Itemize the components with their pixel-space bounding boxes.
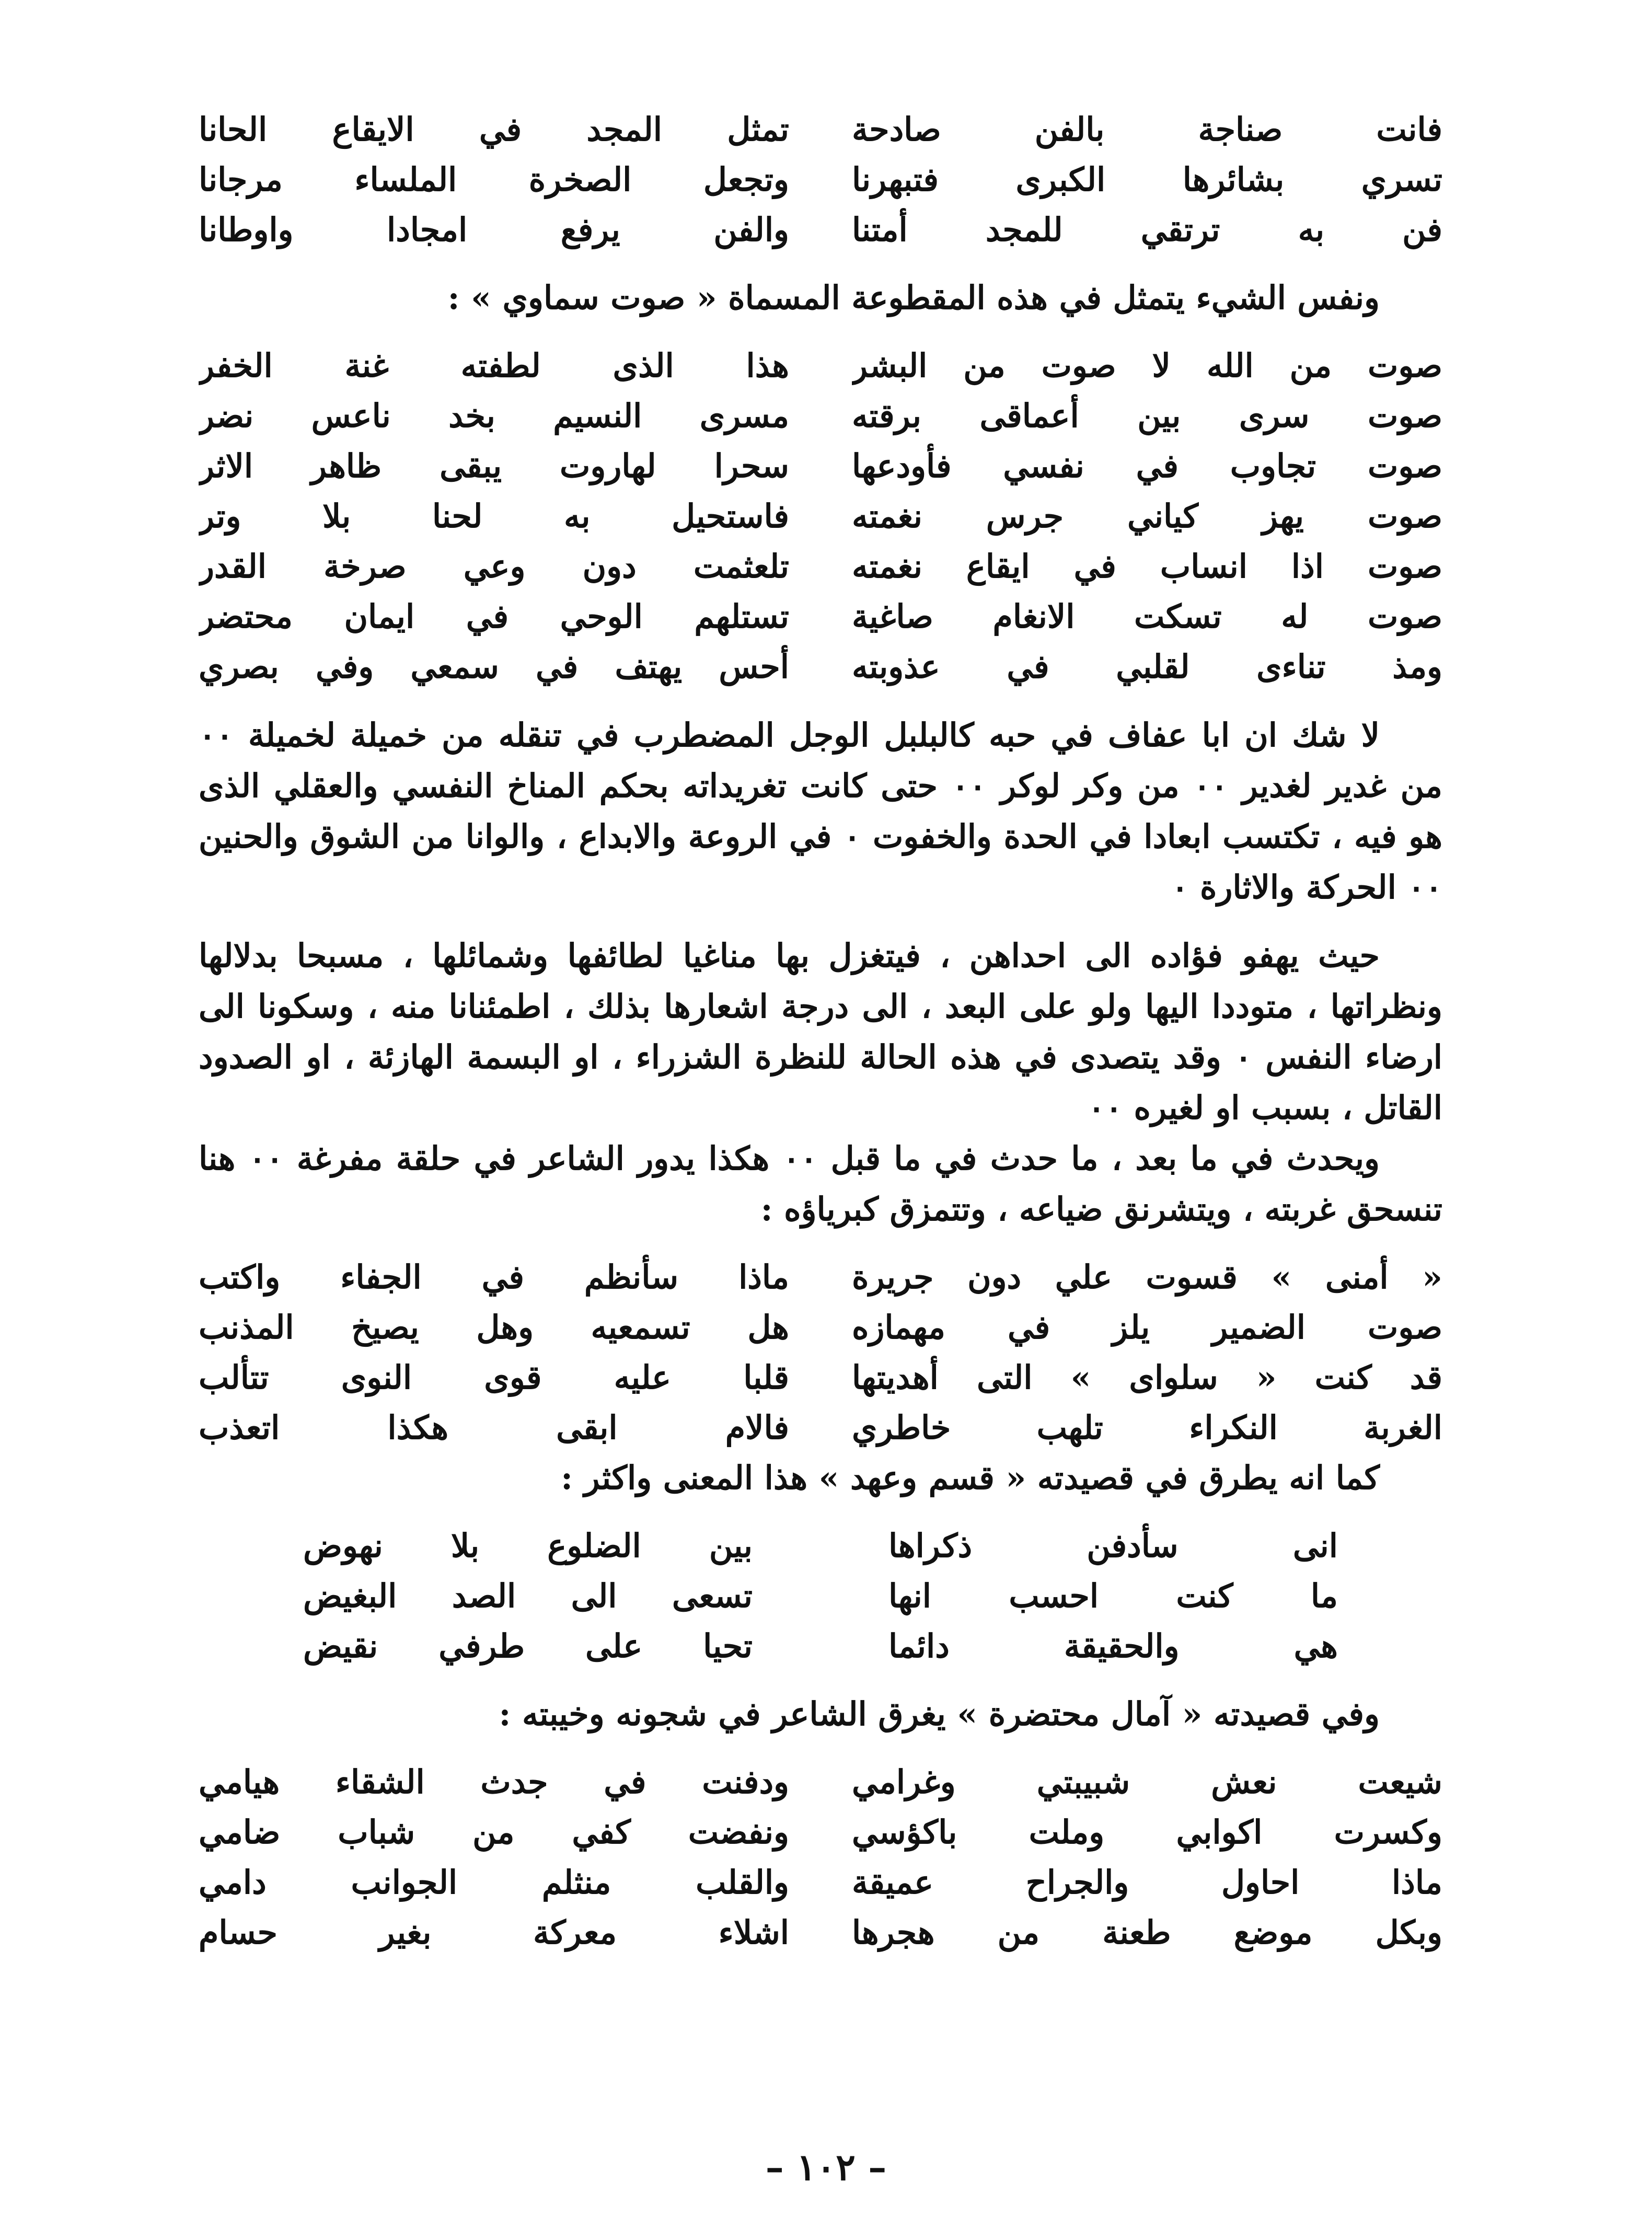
page-number: – ١٠٢ – (765, 2145, 887, 2189)
verse-right-hemistich: انى سأدفن ذكراها (888, 1527, 1338, 1565)
verse-right-hemistich: صوت اذا انساب في ايقاع نغمته (852, 547, 1442, 585)
poem-amna (199, 1252, 1442, 1453)
verse-left-hemistich: تستلهم الوحي في ايمان محتضر (199, 597, 789, 636)
verse-left-hemistich: والفن يرفع امجادا واوطانا (199, 211, 789, 249)
verse-line (199, 391, 1442, 441)
verse-right-hemistich: فن به ترتقي للمجد أمتنا (852, 211, 1442, 249)
verse-line (199, 1908, 1442, 1958)
verse-right-hemistich: صوت تجاوب في نفسي فأودعها (852, 447, 1442, 485)
verse-left-hemistich: ماذا سأنظم في الجفاء واكتب (199, 1258, 789, 1296)
verse-line (199, 1757, 1442, 1807)
verse-right-hemistich: الغربة النكراء تلهب خاطري (852, 1408, 1442, 1447)
intro-sawt-samawi: ونفس الشيء يتمثل في هذه المقطوعة المسماة « صوت سماوي » : (447, 279, 1380, 317)
verse-left-hemistich: تحيا على طرفي نقيض (303, 1627, 753, 1665)
verse-left-hemistich: هل تسمعيه وهل يصيخ المذنب (199, 1308, 789, 1346)
verse-line (199, 341, 1442, 391)
paragraph-halaqa: ويحدث في ما بعد ، ما حدث في ما قبل ٠٠ هكذا يدور الشاعر في حلقة مفرغة ٠٠ هنا تنسحق غربته ، ويتشرنق ضياعه ، وتتمزق كبرياؤه : (199, 1139, 1442, 1228)
verse-left-hemistich: أحس يهتف في سمعي وفي بصري (199, 648, 789, 686)
verse-line (199, 155, 1442, 205)
verse-line (199, 105, 1442, 155)
verse-line (199, 441, 1442, 491)
verse-left-hemistich: ونفضت كفي من شباب ضامي (199, 1813, 789, 1851)
page-body (199, 105, 1442, 1958)
intro-qasam-wa-ahd: كما انه يطرق في قصيدته « قسم وعهد » هذا المعنى واكثر : (561, 1459, 1380, 1497)
intro-amal-muhtadara: وفي قصيدته « آمال محتضرة » يغرق الشاعر في شجونه وخيبته : (499, 1695, 1380, 1733)
poem-qasam-wa-ahd (199, 1521, 1442, 1671)
verse-line (199, 1302, 1442, 1353)
verse-right-hemistich: ماذا احاول والجراح عميقة (852, 1863, 1442, 1901)
verse-left-hemistich: فاستحيل به لحنا بلا وتر (199, 497, 789, 535)
verse-right-hemistich: تسري بشائرها الكبرى فتبهرنا (852, 160, 1442, 199)
verse-left-hemistich: بين الضلوع بلا نهوض (303, 1527, 753, 1565)
verse-line (199, 1521, 1442, 1571)
verse-line (199, 642, 1442, 692)
poem-amal-muhtadara (199, 1757, 1442, 1958)
verse-left-hemistich: وتجعل الصخرة الملساء مرجانا (199, 160, 789, 199)
verse-line (199, 1252, 1442, 1302)
verse-left-hemistich: تسعى الى الصد البغيض (303, 1577, 753, 1615)
verse-right-hemistich: صوت سرى بين أعماقى برقته (852, 397, 1442, 435)
verse-right-hemistich: صوت له تسكت الانغام صاغية (852, 597, 1442, 636)
verse-line (199, 1403, 1442, 1453)
verse-right-hemistich: وبكل موضع طعنة من هجرها (852, 1913, 1442, 1952)
verse-right-hemistich: شيعت نعش شبيبتي وغرامي (852, 1763, 1442, 1801)
verse-line (199, 491, 1442, 541)
verse-right-hemistich: صوت يهز كياني جرس نغمته (852, 497, 1442, 535)
verse-right-hemistich: وكسرت اكوابي وملت باكؤسي (852, 1813, 1442, 1851)
verse-left-hemistich: ودفنت في جدث الشقاء هيامي (199, 1763, 789, 1801)
verse-line (199, 541, 1442, 592)
verse-right-hemistich: صوت الضمير يلز في مهمازه (852, 1308, 1442, 1346)
verse-right-hemistich: ومذ تناءى لقلبي في عذوبته (852, 648, 1442, 686)
verse-line (199, 592, 1442, 642)
verse-left-hemistich: اشلاء معركة بغير حسام (199, 1913, 789, 1952)
verse-right-hemistich: قد كنت « سلواى » التى أهديتها (852, 1358, 1442, 1396)
poem-sawt-samawi (199, 341, 1442, 692)
paragraph-bulbul: لا شك ان ابا عفاف في حبه كالبلبل الوجل المضطرب في تنقله من خميلة لخميلة ٠٠ من غدير لغدير ٠٠ من وكر لوكر ٠٠ حتى كانت تغريداته بحكم المناخ النفسي والعقلي الذى هو فيه ، تكتسب ابعادا في الحدة والخفوت ٠ في الروعة والابداع ، والوانا من الشوق والحنين ٠٠ الحركة والاثارة ٠ (199, 716, 1442, 906)
verse-left-hemistich: هذا الذى لطفته غنة الخفر (199, 347, 789, 385)
verse-left-hemistich: والقلب منثلم الجوانب دامي (199, 1863, 789, 1901)
paragraph-fuad: حيث يهفو فؤاده الى احداهن ، فيتغزل بها مناغيا لطائفها وشمائلها ، مسبحا بدلالها ونظراتها ، متوددا اليها ولو على البعد ، الى درجة اشعارها بذلك ، اطمئنانا منه ، وسكونا الى ارضاء النفس ٠ وقد يتصدى في هذه الحالة للنظرة الشزراء ، او البسمة الهازئة ، او الصدود القاتل ، بسبب او لغيره ٠٠ (199, 937, 1442, 1127)
verse-left-hemistich: قلبا عليه قوى النوى تتألب (199, 1358, 789, 1396)
verse-line (199, 1857, 1442, 1908)
poem-saddah (199, 105, 1442, 255)
verse-right-hemistich: « أمنى » قسوت علي دون جريرة (852, 1258, 1442, 1296)
verse-right-hemistich: فانت صناجة بالفن صادحة (852, 110, 1442, 148)
verse-left-hemistich: فالام ابقى هكذا اتعذب (199, 1408, 789, 1447)
verse-left-hemistich: سحرا لهاروت يبقى ظاهر الاثر (199, 447, 789, 485)
verse-line (199, 1353, 1442, 1403)
verse-line (199, 1621, 1442, 1671)
verse-line (199, 1807, 1442, 1857)
verse-right-hemistich: صوت من الله لا صوت من البشر (852, 347, 1442, 385)
verse-left-hemistich: تلعثمت دون وعي صرخة القدر (199, 547, 789, 585)
verse-left-hemistich: مسرى النسيم بخد ناعس نضر (199, 397, 789, 435)
verse-left-hemistich: تمثل المجد في الايقاع الحانا (199, 110, 789, 148)
verse-line (199, 1571, 1442, 1621)
verse-line (199, 205, 1442, 255)
verse-right-hemistich: هي والحقيقة دائما (888, 1627, 1338, 1665)
verse-right-hemistich: ما كنت احسب انها (888, 1577, 1338, 1615)
